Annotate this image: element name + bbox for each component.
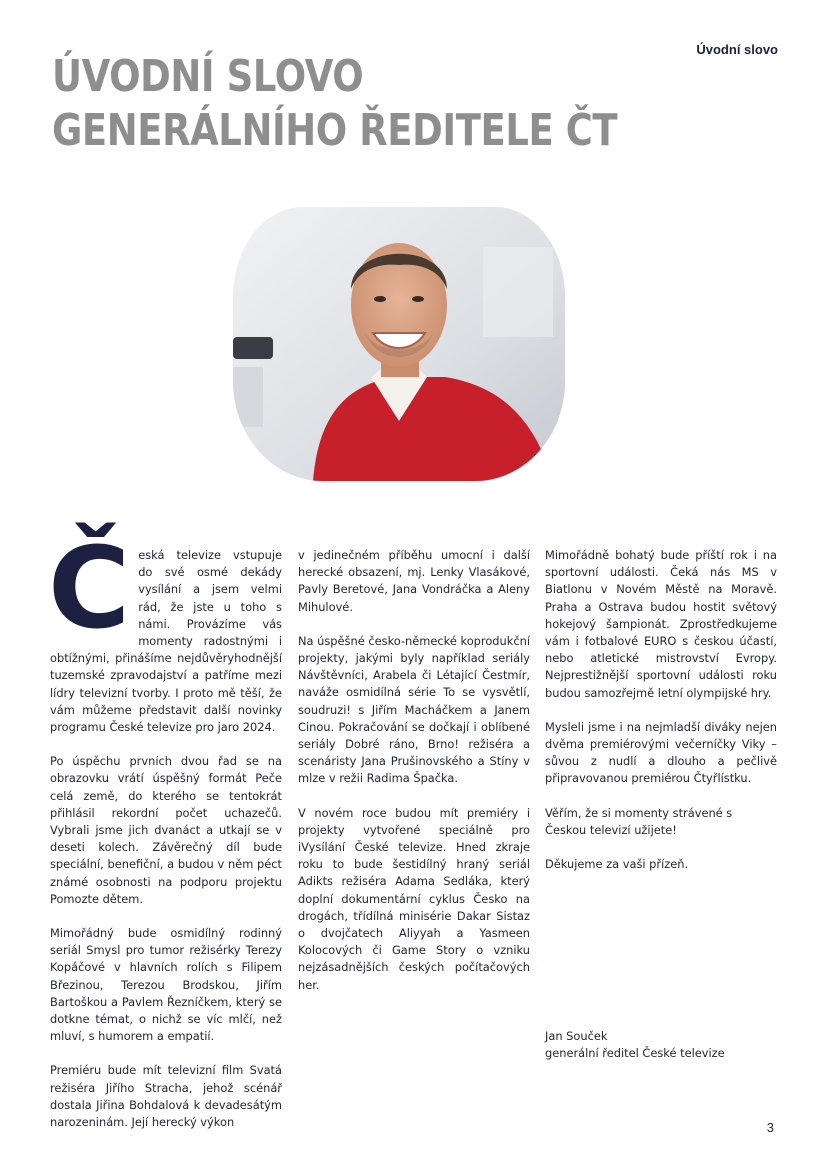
article-paragraph: v jedinečném příběhu umocní i další herecké obsazení, mj. Lenky Vlasákové, Pavly Beretové, Jana Vondráčka a Aleny Mihulové.	[298, 548, 530, 614]
page-number: 3	[766, 1120, 774, 1135]
article-paragraph: Věřím, že si momenty strávené s Českou televizí užijete!	[545, 805, 733, 837]
page-title-line-2: GENERÁLNÍHO ŘEDITELE ČT	[52, 105, 618, 156]
article-paragraph: eská televize vstupuje do své osmé dekády vysílání a jsem velmi rád, že jste u toho s námi. Provázíme vás momenty radostnými i obtížnými, přinášíme nejdůvěryhodnější tuzemské zpravodajství a patříme mezi lídry televizní tvorby. I proto mě těší, že vám můžeme představit další novinky programu České televize pro jaro 2024.	[50, 548, 282, 735]
article-paragraph: V novém roce budou mít premiéry i projekty vytvořené speciálně pro iVysílání České televize. Hned zkraje roku to bude šestidílný hraný seriál Adikts režiséra Adama Sedláka, který doplní dokumentární cyklus Česko na drogách, třídílná minisérie Dakar Sistaz o dvojčatech Aliyyah a Yasmeen Kolocových či Game Story o vzniku nejzásadnějších českých počítačových her.	[298, 805, 530, 992]
article-column-3	[545, 547, 777, 890]
article-paragraph: Mimořádný bude osmidílný rodinný seriál Smysl pro tumor režisérky Terezy Kopáčové v hlavních rolích s Filipem Březinou, Terezou Brodskou, Jiřím Bartoškou a Pavlem Řezníčkem, který se dotkne témat, o nichž se víc mlčí, než mluví, s humorem a empatií.	[50, 926, 282, 1044]
article-column-1	[48, 524, 282, 1148]
page-title-line-1: ÚVODNÍ SLOVO	[52, 51, 364, 102]
article-paragraph: Po úspěchu prvních dvou řad se na obrazovku vrátí úspěšný formát Peče celá země, do kterého se tentokrát přihlásil rekordní počet uchazečů. Vybrali jsme jich dvanáct a utkají se v deseti kolech. Závěrečný díl bude speciální, benefiční, a budou v něm péct známé osobnosti na podporu projektu Pomozte dětem.	[50, 754, 282, 906]
article-paragraph: Mysleli jsme i na nejmladší diváky nejen dvěma premiérovými večerníčky Viky – sůvou z nudlí a dlouho a pečlivě připravovanou premiérou Čtyřlístku.	[545, 719, 777, 786]
article-paragraph: Premiéru bude mít televizní film Svatá režiséra Jiřího Stracha, jehož scénář dostala Jiřina Bohdalová k devadesátým narozeninám. Její herecký výkon	[50, 1063, 282, 1130]
director-portrait-photo	[233, 207, 565, 481]
drop-cap: Č	[48, 524, 131, 654]
signature-name: Jan Souček	[545, 1029, 608, 1043]
page-title	[52, 50, 617, 158]
article-paragraph: Na úspěšné česko-německé koprodukční projekty, jakými byly například seriály Návštěvníci, Arabela či Létající Čestmír, naváže osmidílná série To se vysvětlí, soudruzi! s Jiřím Macháčkem a Janem Cinou. Pokračování se dočkají i oblíbené seriály Dobré ráno, Brno! režiséra a scenáristy Jana Prušinovského a Stíny v mlze v režii Radima Špačka.	[298, 633, 530, 786]
article-paragraph: Děkujeme za vaši přízeň.	[545, 857, 689, 872]
signature-role: generální ředitel České televize	[545, 1046, 725, 1060]
article-column-2	[298, 547, 530, 1011]
section-label: Úvodní slovo	[696, 42, 778, 57]
article-paragraph: Mimořádně bohatý bude příští rok i na sportovní události. Čeká nás MS v Biatlonu v Novém Městě na Moravě. Praha a Ostrava budou hostit světový hokejový šampionát. Zprostředkujeme vám i fotbalové EURO s českou účastí, nebo atletické mistrovství Evropy. Nejprestižnější sportovní události roku budou samozřejmě letní olympijské hry.	[545, 548, 777, 700]
signature-block	[545, 1028, 725, 1062]
